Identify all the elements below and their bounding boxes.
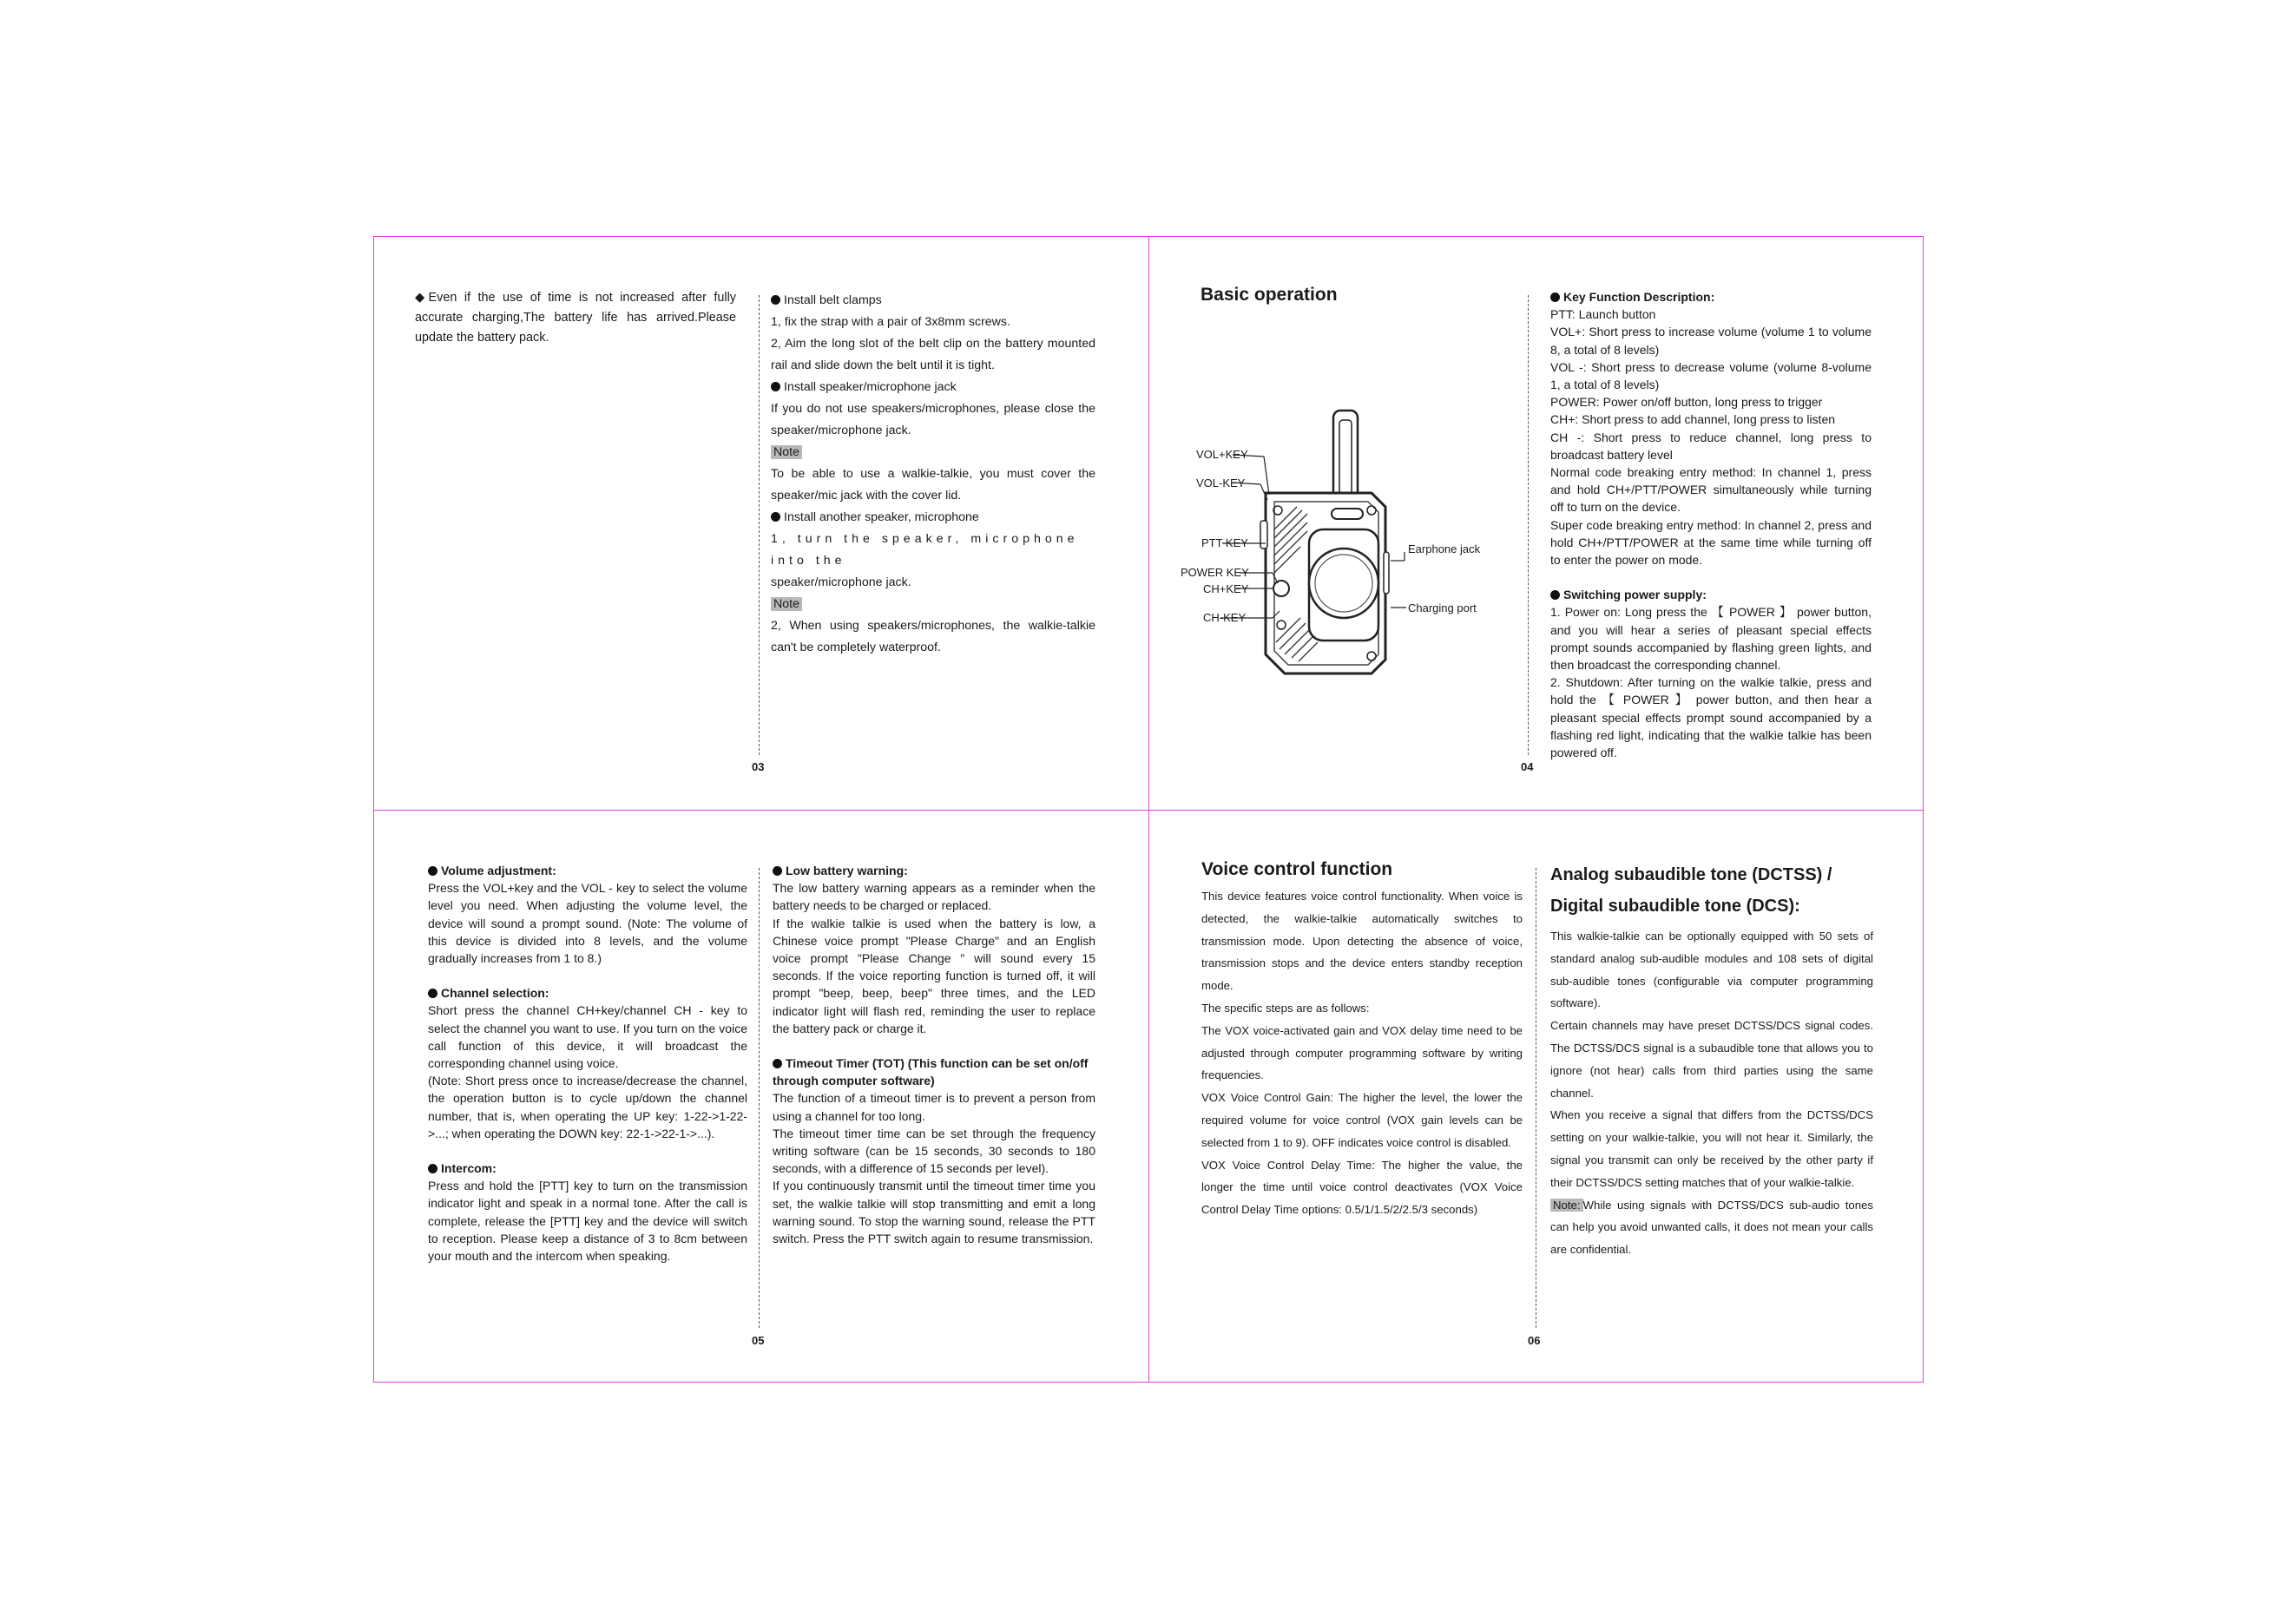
belt-title: Install belt clamps [784,293,882,307]
low-battery-text-1: The low battery warning appears as a reminder when the battery needs to be charged or replaced. [773,881,1095,913]
another-step-1a: 1, turn the speaker, microphone into the [771,532,1079,568]
channel-note: (Note: Short press once to increase/decrease the channel, the operation button is to cycle up/down the channel number, that is, when operating the UP key: 1-22->1-22->...; when operating the DOWN key: 22-1->22-1->...). [428,1074,747,1140]
tot-text-1: The function of a timeout timer is to prevent a person from using a channel for too long. [773,1091,1095,1123]
note-label: Note [771,445,802,459]
key-line-2: VOL+: Short press to increase volume (volume 1 to volume 8, a total of 8 levels) [1550,325,1872,357]
key-line-6: CH -: Short press to reduce channel, long press to broadcast battery level [1550,430,1872,462]
low-battery-text-2: If the walkie talkie is used when the battery is low, a Chinese voice prompt "Please Charge" and an English voice prompt "Please Change " will sound every 15 seconds. If the voice reporting function is turned off, it will prompt "beep, beep, beep" three times, and the LED indicator light will flash red, reminding the user to replace the battery pack or charge it. [773,916,1095,1035]
tone-note-label: Note: [1550,1199,1583,1212]
page-number-06: 06 [1528,1334,1541,1347]
tone-note-text: While using signals with DCTSS/DCS sub-audio tones can help you avoid unwanted calls, it does not mean your calls are confidential. [1550,1198,1873,1257]
label-ch-minus-key: CH-KEY [1203,611,1247,624]
key-line-4: POWER: Power on/off button, long press to trigger [1550,395,1823,410]
voice-line-1: This device features voice control functionality. When voice is detected, the walkie-talkie automatically switches to transmission mode. Upon detecting the absence of voice, transmission stops and the device enters standby reception mode. [1201,890,1523,993]
belt-step-1: 1, fix the strap with a pair of 3x8mm screws. [771,315,1010,329]
bullet-dot-icon [1550,292,1560,302]
p05-right-column [773,862,1095,1247]
tone-line-3: When you receive a signal that differs from the DCTSS/DCS setting on your walkie-talkie, you will not hear it. Similarly, the signal you transmit can only be received by the other party if their DCTSS/DCS setting matches that of your walkie-talkie. [1550,1108,1873,1189]
channel-text: Short press the channel CH+key/channel CH - key to select the channel you want to use. If you turn on the voice call function of this device, it will broadcast the corresponding channel using voice. [428,1003,747,1071]
p06-right-column [1550,859,1873,1261]
tot-title: Timeout Timer (TOT) (This function can be set on/off through computer software) [773,1056,1089,1088]
p05-left-column [428,862,747,1265]
key-line-1: PTT: Launch button [1550,307,1656,322]
voice-line-2: The specific steps are as follows: [1201,1001,1370,1015]
note-2-text: 2, When using speakers/microphones, the walkie-talkie can't be completely waterproof. [771,619,1095,654]
bullet-dot-icon [771,295,780,305]
voice-control-title: Voice control function [1201,859,1393,879]
intercom-title: Intercom: [441,1161,497,1176]
key-line-8: Super code breaking entry method: In channel 2, press and hold CH+/PTT/POWER at the same time while turning off to enter the power on mode. [1550,517,1872,568]
label-vol-plus-key: VOL+KEY [1196,448,1248,461]
tot-text-3: If you continuously transmit until the timeout timer time you set, the walkie talkie will stop transmitting and emit a long warning sound. To stop the warning sound, release the PTT switch. Press the PTT switch again to resume transmission. [773,1179,1095,1246]
belt-step-2: 2, Aim the long slot of the belt clip on the battery mounted rail and slide down the belt until it is tight. [771,337,1095,372]
voice-line-4: VOX Voice Control Gain: The higher the level, the lower the required volume for voice control (VOX gain levels can be selected from 1 to 9). OFF indicates voice control is disabled. [1201,1091,1523,1149]
p05-column-divider [759,868,760,1328]
tone-line-1: This walkie-talkie can be optionally equipped with 50 sets of standard analog sub-audible modules and 108 sets of digital sub-audible tones (configurable via computer programming software). [1550,930,1873,1010]
key-line-7: Normal code breaking entry method: In channel 1, press and hold CH+/PTT/POWER simultaneously while turning off to turn on the device. [1550,465,1872,515]
intercom-text: Press and hold the [PTT] key to turn on the transmission indicator light and speak in a normal tone. After the call is complete, release the [PTT] key and the device will switch to reception. Please keep a distance of 3 to 8cm between your mouth and the intercom when speaking. [428,1179,747,1264]
battery-note: ◆Even if the use of time is not increased after fully accurate charging,The battery life has arrived.Please update the battery pack. [415,291,736,345]
page-number-05: 05 [752,1334,765,1347]
key-line-5: CH+: Short press to add channel, long press to listen [1550,412,1836,427]
label-ptt-key: PTT KEY [1201,536,1248,549]
bullet-dot-icon [428,989,437,998]
voice-line-5: VOX Voice Control Delay Time: The higher the value, the longer the time until voice control deactivates (VOX Voice Control Delay Time options: 0.5/1/1.5/2/2.5/3 seconds) [1201,1158,1523,1217]
walkie-talkie-diagram [1170,399,1500,694]
note-label-2: Note [771,597,802,611]
tot-text-2: The timeout timer time can be set through the frequency writing software (can be 15 seconds, 30 seconds to 180 seconds, with a difference of 15 seconds per level). [773,1126,1095,1176]
page-number-03: 03 [752,760,765,773]
note-1-text: To be able to use a walkie-talkie, you must cover the speaker/mic jack with the cover lid. [771,467,1095,503]
another-step-1b: speaker/microphone jack. [771,575,911,589]
p03-right-column [771,290,1095,659]
another-title: Install another speaker, microphone [784,510,979,524]
bullet-dot-icon [771,382,780,391]
label-power-key: POWER KEY [1181,566,1249,579]
voice-line-3: The VOX voice-activated gain and VOX delay time need to be adjusted through computer programming software by writing frequencies. [1201,1023,1523,1082]
basic-operation-title: Basic operation [1201,285,1338,305]
bullet-dot-icon [428,1164,437,1173]
volume-title: Volume adjustment: [441,864,556,877]
p03-left-column [415,288,736,348]
switch-power-title: Switching power supply: [1563,588,1707,602]
bullet-dot-icon [428,866,437,876]
bullet-dot-icon [773,866,782,876]
tone-title: Analog subaudible tone (DCTSS) / Digital subaudible tone (DCS): [1550,865,1832,916]
p04-column-divider [1528,295,1529,755]
key-function-title: Key Function Description: [1563,290,1715,304]
label-vol-minus-key: VOL-KEY [1196,476,1246,490]
bullet-dot-icon [1550,590,1560,600]
volume-text: Press the VOL+key and the VOL - key to select the volume level you need. When adjusting the volume level, the device will sound a prompt sound. (Note: The volume of this device is divided into 8 levels, and the volume gradually increases from 1 to 8.) [428,881,747,966]
jack-text: If you do not use speakers/microphones, please close the speaker/microphone jack. [771,402,1095,437]
p06-left-column [1201,885,1523,1221]
bullet-dot-icon [773,1059,782,1068]
switch-line-1: 1. Power on: Long press the 【 POWER 】 power button, and you will hear a series of pleasant special effects prompt sounds accompanied by flashing green lights, and then broadcast the corresponding channel. [1550,605,1872,673]
key-line-3: VOL -: Short press to decrease volume (volume 8-volume 1, a total of 8 levels) [1550,359,1872,392]
horizontal-trim-line [374,810,1923,811]
switch-line-2: 2. Shutdown: After turning on the walkie talkie, press and hold the 【 POWER 】 power button, and then hear a pleasant special effects prompt sound accompanied by a flashing red light, indicating that the walkie talkie has been powered off. [1550,675,1872,760]
label-ch-plus-key: CH+KEY [1203,582,1249,595]
page-number-04: 04 [1521,760,1534,773]
tone-line-2: Certain channels may have preset DCTSS/DCS signal codes. The DCTSS/DCS signal is a subaudible tone that allows you to ignore (not hear) calls from third parties using the same channel. [1550,1019,1873,1100]
low-battery-title: Low battery warning: [786,864,908,877]
label-charging-port: Charging port [1408,601,1477,614]
channel-title: Channel selection: [441,986,549,1001]
p04-right-column [1550,288,1872,761]
jack-title: Install speaker/microphone jack [784,380,957,394]
bullet-dot-icon [771,512,780,522]
p03-column-divider [759,295,760,755]
label-earphone-jack: Earphone jack [1408,542,1481,555]
